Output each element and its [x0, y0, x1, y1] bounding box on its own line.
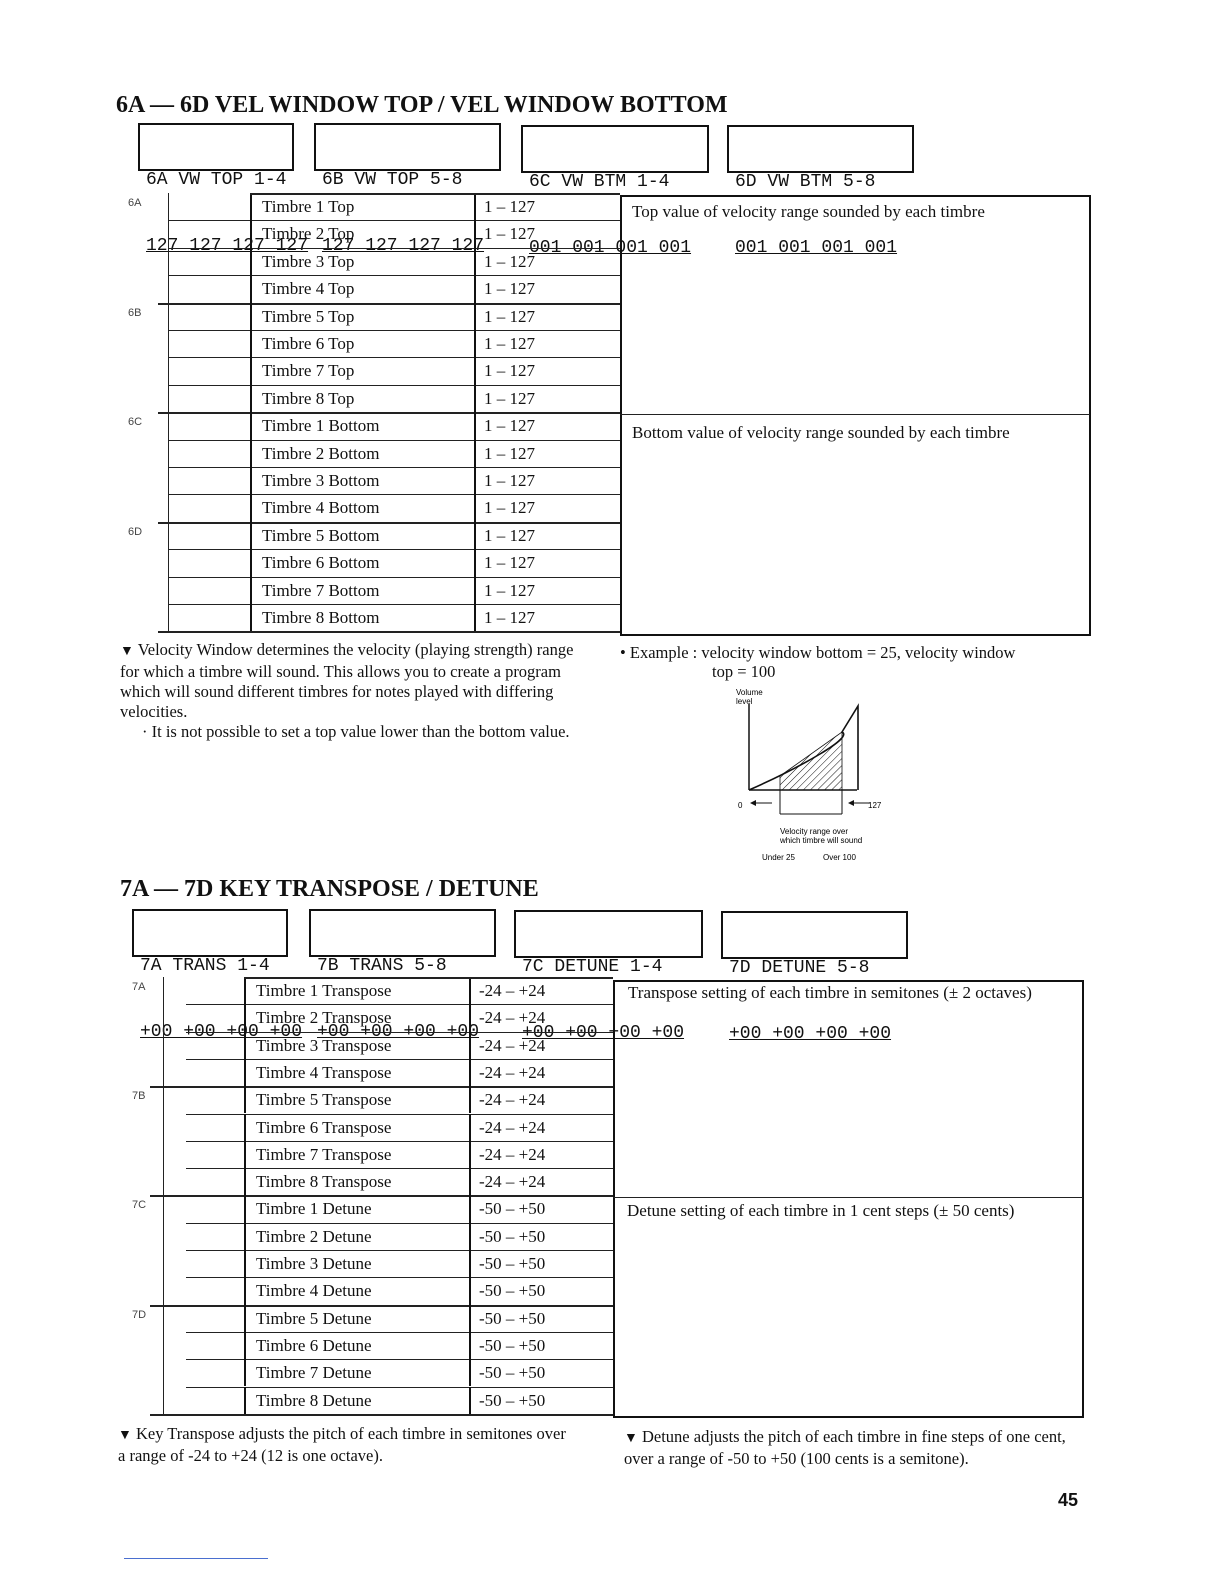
vel-note2-text: It is not possible to set a top value lower than the bottom value. — [151, 722, 570, 741]
lcd-line-2: +00 +00 +00 +00 — [317, 1022, 480, 1042]
transpose-note — [118, 1424, 573, 1466]
table-row — [244, 1250, 613, 1277]
lcd-line-1: 6C VW BTM 1-4 — [529, 172, 670, 192]
parameter-group-marker: 6B — [128, 306, 142, 319]
timbre-param-range: 1 – 127 — [474, 357, 620, 384]
timbre-param-range: -50 – +50 — [469, 1387, 613, 1414]
table-row — [244, 1387, 613, 1414]
timbre-param-range: 1 – 127 — [474, 330, 620, 357]
table-row — [244, 1277, 613, 1304]
table-row — [250, 549, 620, 576]
lcd-line-2: 001 001 001 001 — [529, 238, 692, 258]
table-row — [244, 1305, 613, 1332]
parameter-group-marker: 6C — [128, 416, 143, 429]
timbre-param-name: Timbre 2 Top — [250, 220, 474, 247]
lcd-line-2: 001 001 001 001 — [735, 238, 898, 258]
timbre-param-range: 1 – 127 — [474, 467, 620, 494]
timbre-param-name: Timbre 5 Transpose — [244, 1086, 469, 1113]
graph-caption-1: Velocity range over — [780, 827, 849, 836]
timbre-param-name: Timbre 1 Top — [250, 193, 474, 220]
timbre-param-name: Timbre 6 Bottom — [250, 549, 474, 576]
timbre-param-name: Timbre 1 Bottom — [250, 412, 474, 439]
table-row — [244, 1195, 613, 1222]
timbre-param-name: Timbre 4 Top — [250, 275, 474, 302]
vel-window-desc-frame — [620, 195, 1091, 636]
over-label: Over 100 — [823, 853, 856, 862]
timbre-param-range: 1 – 127 — [474, 275, 620, 302]
lcd-7a — [132, 909, 303, 1042]
velocity-range-area — [780, 732, 842, 790]
timbre-param-range: 1 – 127 — [474, 412, 620, 439]
dot-bullet-icon: • — [620, 643, 626, 662]
timbre-param-range: -50 – +50 — [469, 1359, 613, 1386]
timbre-param-name: Timbre 8 Detune — [244, 1387, 469, 1414]
section-title-vel-window: 6A — 6D VEL WINDOW TOP / VEL WINDOW BOTTOM — [116, 92, 728, 118]
table-row — [244, 1114, 613, 1141]
lcd-line-1: 6B VW TOP 5-8 — [322, 170, 463, 190]
timbre-param-name: Timbre 4 Detune — [244, 1277, 469, 1304]
table-row — [244, 1359, 613, 1386]
timbre-param-name: Timbre 2 Bottom — [250, 440, 474, 467]
desc-divider — [620, 414, 1090, 415]
timbre-param-name: Timbre 3 Detune — [244, 1250, 469, 1277]
table-row — [244, 1223, 613, 1250]
timbre-param-range: 1 – 127 — [474, 577, 620, 604]
lcd-line-2: +00 +00 +00 +00 — [729, 1024, 892, 1044]
parameter-group-marker: 7B — [132, 1090, 146, 1103]
parameter-group-marker: 7C — [132, 1199, 147, 1212]
timbre-param-range: 1 – 127 — [474, 604, 620, 631]
lcd-6b — [314, 123, 501, 256]
lcd-line-1: 7C DETUNE 1-4 — [522, 957, 663, 977]
timbre-param-range: 1 – 127 — [474, 549, 620, 576]
lcd-line-2: +00 +00 +00 +00 — [140, 1022, 303, 1042]
timbre-param-range: 1 – 127 — [474, 522, 620, 549]
table-row — [250, 220, 620, 247]
table-row — [250, 604, 620, 631]
table-row — [250, 248, 620, 275]
timbre-param-name: Timbre 6 Transpose — [244, 1114, 469, 1141]
vel-note-text: Velocity Window determines the velocity (playing strength) range for which a timbre will sound. This allows you to create a program which will sound different timbres for notes played with differing velocities. — [120, 640, 574, 721]
lcd-7c — [514, 910, 703, 1043]
timbre-param-range: -50 – +50 — [469, 1250, 613, 1277]
timbre-param-range: -24 – +24 — [469, 1114, 613, 1141]
timbre-param-range: -50 – +50 — [469, 1223, 613, 1250]
example-line-1: Example : velocity window bottom = 25, velocity window — [629, 643, 1016, 662]
timbre-param-name: Timbre 8 Top — [250, 385, 474, 412]
timbre-param-name: Timbre 7 Bottom — [250, 577, 474, 604]
table-row — [250, 494, 620, 521]
timbre-param-range: -24 – +24 — [469, 1168, 613, 1195]
dot-bullet-icon: · — [142, 722, 148, 741]
timbre-param-range: -50 – +50 — [469, 1195, 613, 1222]
timbre-param-range: -24 – +24 — [469, 1032, 613, 1059]
timbre-param-range: 1 – 127 — [474, 303, 620, 330]
table-row — [244, 1141, 613, 1168]
timbre-param-range: -24 – +24 — [469, 1086, 613, 1113]
right-arrow-head-icon — [848, 800, 854, 806]
detune-description: Detune setting of each timbre in 1 cent steps (± 50 cents) — [627, 1201, 1015, 1220]
table-row — [244, 1168, 613, 1195]
timbre-param-name: Timbre 1 Transpose — [244, 977, 469, 1004]
timbre-param-name: Timbre 3 Transpose — [244, 1032, 469, 1059]
timbre-param-name: Timbre 6 Top — [250, 330, 474, 357]
timbre-param-range: 1 – 127 — [474, 494, 620, 521]
table-row — [244, 1032, 613, 1059]
vel-top-description: Top value of velocity range sounded by each timbre — [632, 202, 985, 221]
table-top-border — [250, 193, 620, 195]
timbre-param-range: 1 – 127 — [474, 385, 620, 412]
table-row — [250, 330, 620, 357]
timbre-param-name: Timbre 4 Bottom — [250, 494, 474, 521]
timbre-param-range: 1 – 127 — [474, 440, 620, 467]
row-divider — [158, 631, 620, 633]
timbre-param-range: -50 – +50 — [469, 1277, 613, 1304]
parameter-group-marker: 7A — [132, 981, 146, 993]
timbre-param-name: Timbre 2 Transpose — [244, 1004, 469, 1031]
parameter-group-marker: 7D — [132, 1308, 147, 1321]
timbre-param-range: -24 – +24 — [469, 1004, 613, 1031]
timbre-param-range: -50 – +50 — [469, 1332, 613, 1359]
table-row — [244, 1004, 613, 1031]
x-max-label: 127 — [868, 801, 882, 810]
lcd-line-1: 7A TRANS 1-4 — [140, 956, 270, 976]
vel-bottom-description: Bottom value of velocity range sounded by each timbre — [632, 423, 1010, 442]
timbre-param-name: Timbre 7 Top — [250, 357, 474, 384]
lcd-line-2: 127 127 127 127 — [146, 236, 309, 256]
table-row — [250, 577, 620, 604]
y-axis-label-1: Volume — [736, 688, 763, 697]
example-line-2: top = 100 — [712, 662, 776, 681]
timbre-param-name: Timbre 8 Bottom — [250, 604, 474, 631]
x-min-label: 0 — [738, 801, 743, 810]
transpose-note-text: Key Transpose adjusts the pitch of each timbre in semitones over a range of -24 to +24 (12 is one octave). — [118, 1424, 566, 1465]
table-row — [250, 303, 620, 330]
lcd-line-1: 7D DETUNE 5-8 — [729, 958, 870, 978]
table-row — [250, 467, 620, 494]
timbre-param-name: Timbre 5 Top — [250, 303, 474, 330]
timbre-param-name: Timbre 3 Top — [250, 248, 474, 275]
timbre-param-name: Timbre 6 Detune — [244, 1332, 469, 1359]
y-axis-label-2: level — [736, 697, 753, 706]
left-arrow-head-icon — [750, 800, 756, 806]
timbre-param-name: Timbre 5 Bottom — [250, 522, 474, 549]
table-row — [250, 440, 620, 467]
transpose-description: Transpose setting of each timbre in semitones (± 2 octaves) — [628, 983, 1032, 1002]
timbre-param-name: Timbre 3 Bottom — [250, 467, 474, 494]
group-column-line — [168, 193, 169, 631]
timbre-param-name: Timbre 5 Detune — [244, 1305, 469, 1332]
table-row — [250, 385, 620, 412]
triangle-bullet-icon: ▼ — [624, 1431, 638, 1446]
table-row — [244, 1086, 613, 1113]
detune-note-text: Detune adjusts the pitch of each timbre in fine steps of one cent, over a range of -50 to +50 (100 cents is a semitone). — [624, 1427, 1066, 1468]
lcd-line-1: 6D VW BTM 5-8 — [735, 172, 876, 192]
lcd-line-2: +00 +00 +00 +00 — [522, 1023, 685, 1043]
timbre-param-name: Timbre 2 Detune — [244, 1223, 469, 1250]
timbre-param-name: Timbre 7 Detune — [244, 1359, 469, 1386]
table-row — [250, 412, 620, 439]
triangle-bullet-icon: ▼ — [120, 644, 134, 659]
under-label: Under 25 — [762, 853, 795, 862]
timbre-param-name: Timbre 4 Transpose — [244, 1059, 469, 1086]
section-title-key-transpose: 7A — 7D KEY TRANSPOSE / DETUNE — [120, 876, 539, 902]
timbre-param-range: 1 – 127 — [474, 220, 620, 247]
table-row — [244, 977, 613, 1004]
detune-note — [624, 1427, 1079, 1469]
table-row — [244, 1332, 613, 1359]
timbre-param-range: -24 – +24 — [469, 1141, 613, 1168]
timbre-param-range: 1 – 127 — [474, 248, 620, 275]
table-row — [244, 1059, 613, 1086]
lcd-line-1: 6A VW TOP 1-4 — [146, 170, 287, 190]
footer-rule — [124, 1558, 268, 1559]
timbre-param-name: Timbre 1 Detune — [244, 1195, 469, 1222]
graph-caption-2: which timbre will sound — [780, 836, 863, 845]
transpose-desc-frame — [613, 980, 1084, 1418]
table-row — [250, 275, 620, 302]
triangle-bullet-icon: ▼ — [118, 1428, 132, 1443]
row-divider — [150, 1414, 613, 1416]
desc-divider — [613, 1197, 1083, 1198]
table-top-border — [244, 977, 613, 979]
parameter-group-marker: 6A — [128, 197, 142, 209]
lcd-7d — [721, 911, 908, 1044]
vel-window-note-2 — [142, 722, 572, 742]
velocity-window-graph — [720, 682, 920, 867]
timbre-param-range: -24 – +24 — [469, 977, 613, 1004]
lcd-6c — [521, 125, 709, 258]
table-row — [250, 522, 620, 549]
timbre-param-name: Timbre 8 Transpose — [244, 1168, 469, 1195]
timbre-param-range: -24 – +24 — [469, 1059, 613, 1086]
table-row — [250, 357, 620, 384]
timbre-param-name: Timbre 7 Transpose — [244, 1141, 469, 1168]
parameter-group-marker: 6D — [128, 525, 143, 538]
timbre-param-range: 1 – 127 — [474, 193, 620, 220]
lcd-line-2: 127 127 127 127 — [322, 236, 485, 256]
timbre-param-range: -50 – +50 — [469, 1305, 613, 1332]
table-row — [250, 193, 620, 220]
vel-window-note — [120, 640, 575, 722]
example-text — [620, 643, 1090, 663]
lcd-line-1: 7B TRANS 5-8 — [317, 956, 447, 976]
group-column-line — [163, 977, 164, 1414]
page-number: 45 — [1058, 1490, 1079, 1510]
